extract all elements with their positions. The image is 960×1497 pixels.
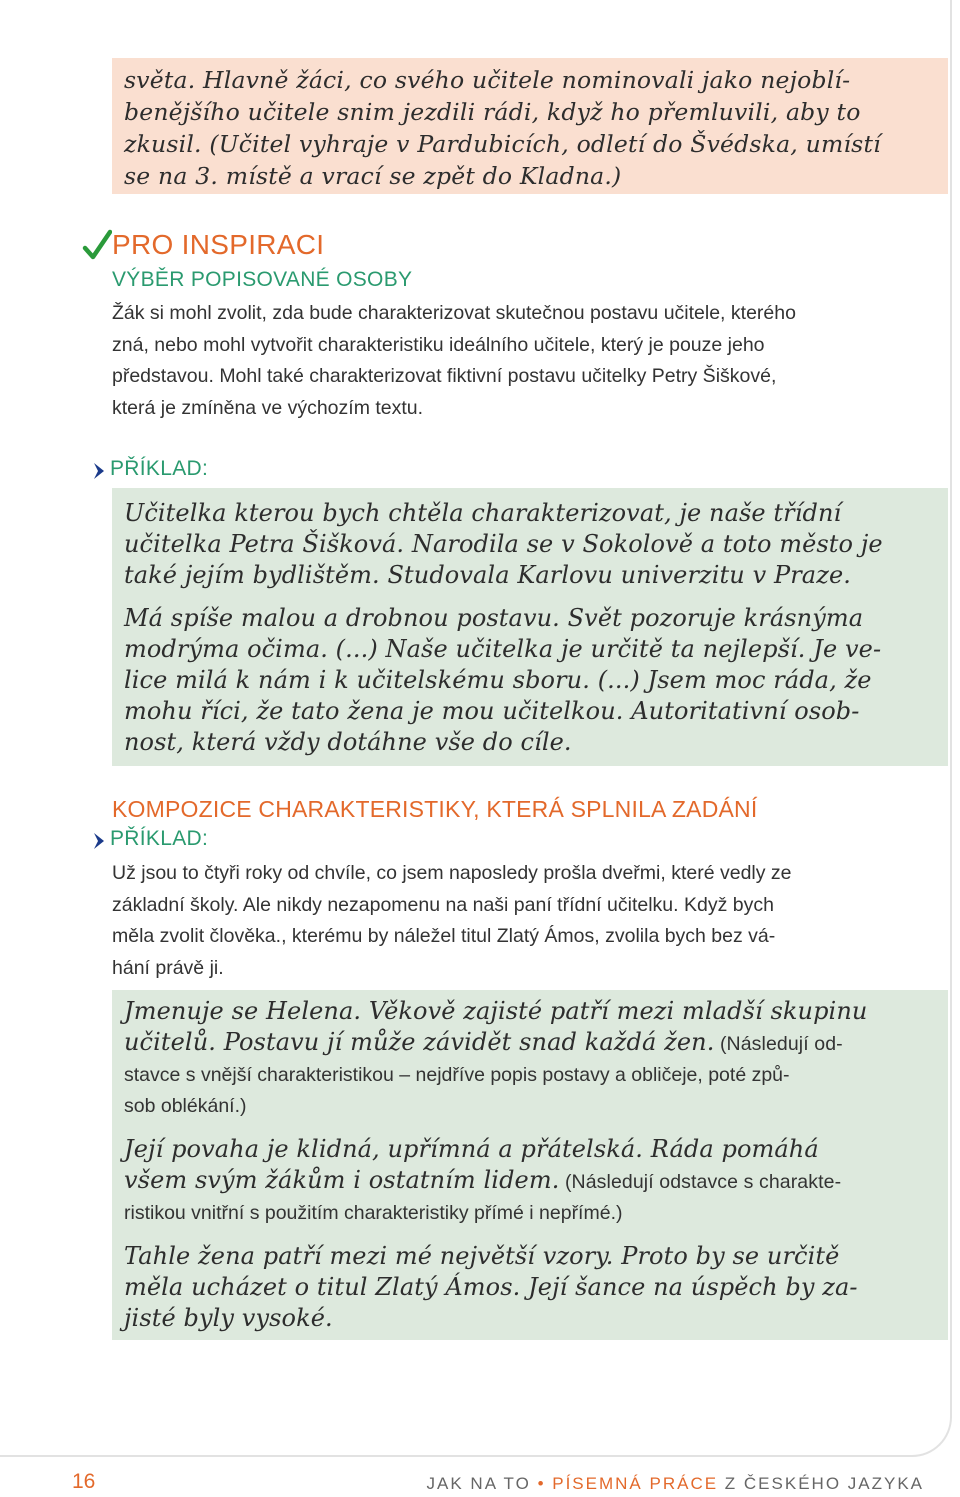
text-line: zná, nebo mohl vytvořit charakteristiku ideálního učitele, který je pouze jeho — [112, 333, 765, 356]
handwritten-line: lice milá k nám i k učitelskému sboru. (...) Jsem moc ráda, že — [124, 666, 872, 694]
handwritten-text: učitelů. Postavu jí může závidět snad každá žen. — [124, 1028, 715, 1056]
handwritten-line: také jejím bydlištěm. Studovala Karlovu univerzitu v Praze. — [124, 561, 851, 589]
section-heading-composition: KOMPOZICE CHARAKTERISTIKY, KTERÁ SPLNILA ZADÁNÍ — [112, 796, 758, 822]
footer-book-title: PÍSEMNÁ PRÁCE — [552, 1474, 719, 1493]
composition-example-box — [112, 990, 948, 1340]
text-line: představou. Mohl také charakterizovat fiktivní postavu učitelky Petry Šiškové, — [112, 365, 777, 387]
mixed-line — [124, 1027, 936, 1060]
handwritten-line: modrýma očima. (...) Naše učitelka je určitě ta nejlepší. Je ve- — [124, 635, 882, 663]
top-box-line: se na 3. místě a vrací se zpět do Kladna.) — [124, 162, 622, 190]
editorial-note: sob oblékání.) — [124, 1095, 247, 1117]
section-heading-inspiration: PRO INSPIRACI — [112, 229, 325, 260]
top-quote-box — [112, 58, 948, 194]
composition-intro — [112, 858, 952, 984]
mixed-line — [124, 1165, 936, 1198]
top-box-line: benějšího učitele snim jezdili rádi, když ho přemluvili, aby to — [124, 98, 861, 126]
chevron-right-icon — [92, 462, 106, 480]
editorial-note: (Následují od- — [714, 1033, 843, 1055]
text-line: Už jsou to čtyři roky od chvíle, co jsem naposledy prošla dveřmi, které vedly ze — [112, 862, 792, 884]
page-number: 16 — [72, 1470, 96, 1493]
editorial-note: (Následují odstavce s charakte- — [559, 1171, 842, 1193]
editorial-note: stavce s vnější charakteristikou – nejdříve popis postavy a obličeje, poté způ- — [124, 1064, 790, 1086]
checkmark-icon — [82, 228, 112, 262]
handwritten-line: Tahle žena patří mezi mé největší vzory. Proto by se určitě — [124, 1242, 840, 1270]
handwritten-line: Má spíše malou a drobnou postavu. Svět pozoruje krásnýma — [124, 604, 864, 632]
text-line: hání právě ji. — [112, 956, 224, 979]
handwritten-line: nost, která vždy dotáhne vše do cíle. — [124, 728, 572, 756]
subsection-heading: VÝBĚR POPISOVANÉ OSOBY — [112, 268, 413, 291]
footer-series: JAK NA TO — [426, 1474, 531, 1493]
example-label: PŘÍKLAD: — [110, 827, 209, 850]
handwritten-line: jisté byly vysoké. — [124, 1304, 333, 1332]
example-label: PŘÍKLAD: — [110, 457, 209, 480]
top-box-line: zkusil. (Učitel vyhraje v Pardubicích, odletí do Švédska, umístí — [124, 130, 881, 158]
handwritten-line: Její povaha je klidná, upřímná a přátelská. Ráda pomáhá — [124, 1135, 819, 1163]
top-box-line: světa. Hlavně žáci, co svého učitele nominovali jako nejoblí- — [124, 66, 851, 94]
text-line: která je zmíněna ve výchozím textu. — [112, 396, 424, 419]
running-footer — [427, 1474, 924, 1494]
inspiration-paragraph — [112, 298, 952, 424]
text-line: měla zvolit člověka., kterému by náležel titul Zlatý Ámos, zvolila bych bez vá- — [112, 925, 776, 947]
footer-bullet: • — [537, 1474, 546, 1493]
chevron-right-icon — [92, 832, 106, 850]
text-line: základní školy. Ale nikdy nezapomenu na naši paní třídní učitelku. Když bych — [112, 893, 774, 916]
handwritten-line: měla ucházet o titul Zlatý Ámos. Její šance na úspěch by za- — [124, 1273, 858, 1301]
handwritten-text: všem svým žákům i ostatním lidem. — [124, 1166, 560, 1194]
footer-subject: Z ČESKÉHO JAZYKA — [724, 1474, 924, 1493]
text-line: Žák si mohl zvolit, zda bude charakterizovat skutečnou postavu učitele, kterého — [112, 302, 796, 324]
handwritten-line: mohu říci, že tato žena je mou učitelkou. Autoritativní osob- — [124, 697, 860, 725]
editorial-note: ristikou vnitřní s použitím charakteristiky přímé i nepřímé.) — [124, 1202, 623, 1224]
example-box — [112, 488, 948, 766]
handwritten-line: učitelka Petra Šišková. Narodila se v Sokolově a toto město je — [124, 530, 883, 558]
handwritten-line: Učitelka kterou bych chtěla charakterizovat, je naše třídní — [124, 499, 842, 527]
handwritten-line: Jmenuje se Helena. Věkově zajisté patří mezi mladší skupinu — [124, 997, 868, 1025]
